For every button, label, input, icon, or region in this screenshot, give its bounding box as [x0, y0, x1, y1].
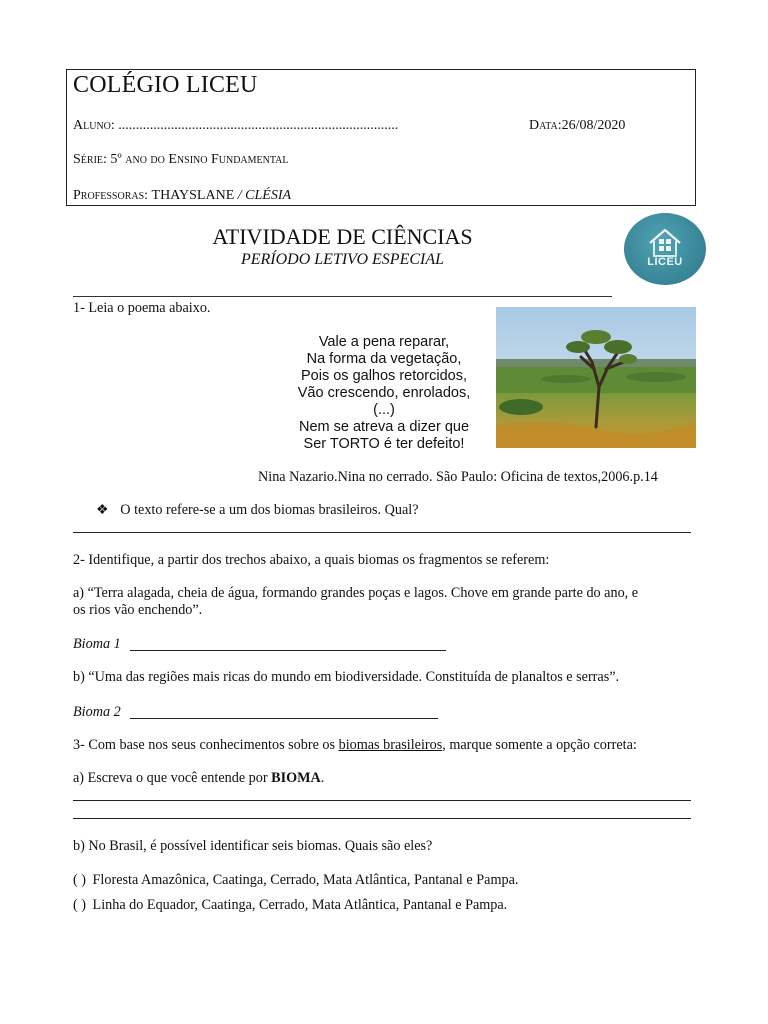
q3-a-answer-line[interactable]: [73, 818, 691, 819]
title-divider: [73, 296, 612, 297]
q1-answer-line[interactable]: [73, 532, 691, 533]
teacher-2: CLÉSIA: [245, 188, 292, 203]
q3-option: [73, 872, 518, 889]
date-label: Data:: [529, 118, 562, 133]
teachers-line: [73, 188, 291, 204]
q3-a: [73, 770, 324, 787]
q3-a-end: .: [320, 770, 325, 786]
q3-option: [73, 897, 507, 914]
bioma2-answer-line[interactable]: [130, 718, 438, 719]
logo-text: LICEU: [647, 256, 683, 268]
bioma1-label: Bioma 1: [73, 636, 121, 652]
option-checkbox[interactable]: ( ): [73, 872, 86, 888]
teachers-label: Professoras:: [73, 188, 149, 203]
q3-prompt-end: , marque somente a opção correta:: [442, 737, 637, 753]
poem-line: Vão crescendo, enrolados,: [297, 385, 471, 401]
poem-line: Vale a pena reparar,: [318, 334, 450, 350]
bioma1-answer-line[interactable]: [130, 650, 446, 651]
option-text: Linha do Equador, Caatinga, Cerrado, Mata Atlântica, Pantanal e Pampa.: [92, 897, 508, 913]
poem-citation: Nina Nazario.Nina no cerrado. São Paulo: Oficina de textos,2006.p.14: [258, 469, 658, 485]
header-box: [66, 69, 696, 206]
q2-a-line2: os rios vão enchendo”.: [73, 602, 203, 618]
school-logo: [624, 213, 706, 285]
poem-line: Pois os galhos retorcidos,: [300, 368, 468, 384]
poem-line: Ser TORTO é ter defeito!: [303, 436, 465, 452]
poem-line: Nem se atreva a dizer que: [298, 419, 470, 435]
q3-prompt: [73, 737, 637, 754]
q1-question-text: O texto refere-se a um dos biomas brasileiros. Qual?: [120, 502, 419, 518]
diamond-bullet-icon: ❖: [96, 502, 109, 518]
q3-prompt-start: 3- Com base nos seus conhecimentos sobre os: [73, 737, 339, 753]
student-name-field[interactable]: ................................................................................: [118, 118, 399, 133]
school-name: COLÉGIO LICEU: [73, 72, 258, 98]
q3-a-text: a) Escreva o que você entende por: [73, 770, 272, 786]
q2-b: b) “Uma das regiões mais ricas do mundo em biodiversidade. Constituída de planaltos e serras”.: [73, 669, 620, 685]
poem: [262, 334, 506, 453]
date-line: [529, 118, 625, 134]
q1-question: [96, 502, 419, 519]
teacher-1: THAYSLANE: [151, 188, 235, 203]
cerrado-tree-photo: [496, 307, 696, 448]
poem-line: Na forma da vegetação,: [306, 351, 462, 367]
option-checkbox[interactable]: ( ): [73, 897, 86, 913]
worksheet-title: ATIVIDADE DE CIÊNCIAS: [212, 224, 473, 249]
worksheet-subtitle: PERÍODO LETIVO ESPECIAL: [240, 251, 445, 268]
q2-a-line1: a) “Terra alagada, cheia de água, formando grandes poças e lagos. Chove em grande parte do ano, e: [73, 585, 639, 601]
option-text: Floresta Amazônica, Caatinga, Cerrado, Mata Atlântica, Pantanal e Pampa.: [92, 872, 519, 888]
date-value: 26/08/2020: [561, 118, 626, 133]
grade-value: 5º ano do Ensino Fundamental: [110, 152, 289, 167]
grade-label: Série:: [73, 152, 107, 167]
student-line: [73, 118, 398, 134]
q1-prompt: 1- Leia o poema abaixo.: [73, 300, 211, 316]
bioma2-label: Bioma 2: [73, 704, 121, 720]
student-label: Aluno:: [73, 118, 115, 133]
q3-b: b) No Brasil, é possível identificar seis biomas. Quais são eles?: [73, 838, 433, 854]
grade-line: [73, 152, 289, 168]
poem-line: (...): [373, 402, 395, 418]
q3-prompt-underlined: biomas brasileiros: [338, 737, 443, 753]
q3-a-answer-line[interactable]: [73, 800, 691, 801]
q3-a-bold: BIOMA: [271, 770, 321, 786]
q2-prompt: 2- Identifique, a partir dos trechos abaixo, a quais biomas os fragmentos se referem:: [73, 552, 550, 568]
teacher-separator: /: [234, 188, 246, 203]
